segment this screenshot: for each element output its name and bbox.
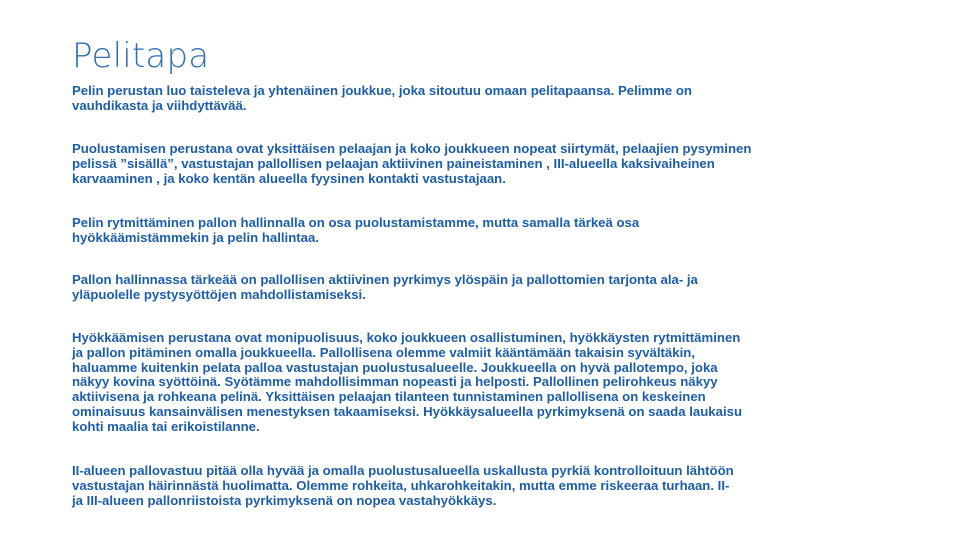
paragraph-defending: Puolustamisen perustana ovat yksittäisen pelaajan ja koko joukkueen nopeat siirtymät, pelaajien pysyminen pelissä ”sisällä”, vastustajan pallollisen pelaajan aktiivinen paineistaminen , III-alueella kaksivaiheinen karvaaminen , ja koko kentän alueella fyysinen kontakti vastustajaan.	[72, 141, 752, 186]
slide-title: Pelitapa	[72, 36, 210, 76]
paragraph-zone-two-responsibility: II-alueen pallovastuu pitää olla hyvää ja omalla puolustusalueella uskallusta pyrkiä kontrolloituun lähtöön vastustajan häirinnästä huolimatta. Olemme rohkeita, uhkarohkeitakin, mutta emme riskeeraa turhaan. II- ja III-alueen pallonriistoista pyrkimyksenä on nopea vastahyökkäys.	[72, 463, 734, 508]
paragraph-game-foundation: Pelin perustan luo taisteleva ja yhtenäinen joukkue, joka sitoutuu omaan pelitapaansa. Pelimme on vauhdikasta ja viihdyttävää.	[72, 83, 692, 113]
paragraph-ball-possession: Pallon hallinnassa tärkeää on pallollisen aktiivinen pyrkimys ylöspäin ja pallottomien tarjonta ala- ja yläpuolelle pystysyöttöjen mahdollistamiseksi.	[72, 272, 698, 302]
paragraph-game-rhythm: Pelin rytmittäminen pallon hallinnalla on osa puolustamistamme, mutta samalla tärkeä osa hyökkäämistämmekin ja pelin hallintaa.	[72, 215, 640, 245]
paragraph-attacking: Hyökkäämisen perustana ovat monipuolisuus, koko joukkueen osallistuminen, hyökkäysten rytmittäminen ja pallon pitäminen omalla joukkueella. Pallollisena olemme valmiit kääntämään takaisin syvältäkin, haluamme kuitenkin pelata palloa vastustajan puolustusalueelle. Joukkueella on hyvä pallotempo, joka näkyy kovina syöttöinä. Syötämme mahdollisimman nopeasti ja helposti. Pallollinen pelirohkeus näkyy aktiivisena ja rohkeana pelinä. Yksittäisen pelaajan tilanteen tunnistaminen pallollisena on keskeinen ominaisuus kansainvälisen menestyksen takaamiseksi. Hyökkäysalueella pyrkimyksenä on saada laukaisu kohti maalia tai erikoistilanne.	[72, 330, 742, 434]
